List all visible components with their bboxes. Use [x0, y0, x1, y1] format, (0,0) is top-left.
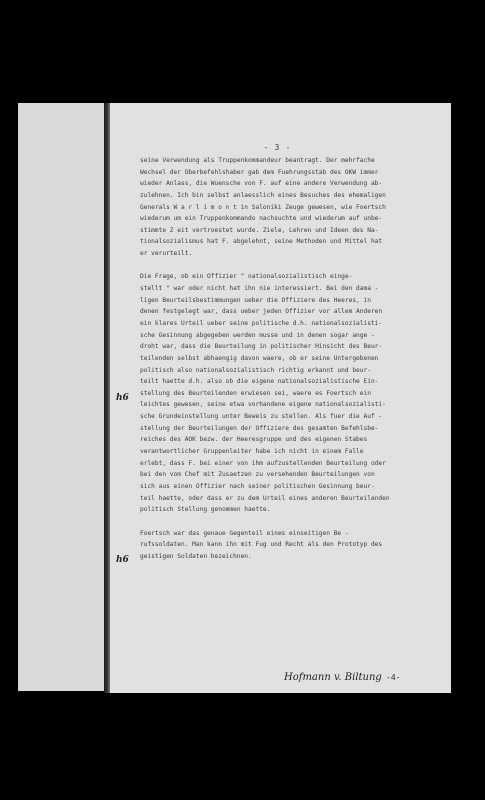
text-line: stellung der Beurteilungen der Offiziere des gesamten Befehlsbe-: [140, 424, 379, 432]
text-line: er verurteilt.: [140, 250, 193, 258]
text-line: politisch Stellung genommen haette.: [140, 506, 271, 514]
text-line: stellung des Beurteilenden erwiesen sei, waere es Foertsch ein: [140, 389, 371, 397]
paragraph-gap: [140, 516, 440, 528]
text-line: politisch also nationalsozialistisch richtig erkannt und beur-: [140, 366, 371, 374]
margin-note: h6: [116, 393, 129, 403]
text-line: leichtes gewesen, seine etwa vorhandene eigene nationalsozialisti-: [140, 401, 386, 409]
text-line: Foertsch war das genaue Gegenteil eines einseitigen Be -: [140, 529, 349, 537]
text-line: droht war, dass die Beurteilung in politischer Hinsicht des Beur-: [140, 343, 383, 351]
text-line: sche Grundeinstellung unter Beweis zu stellen. Als fuer die Auf -: [140, 413, 383, 421]
next-page-marker: -4-: [386, 673, 401, 682]
signature: Hofmann v. Biltung: [284, 672, 382, 683]
text-line: geistigen Soldaten bezeichnen.: [140, 552, 252, 560]
margin-note: h6: [116, 555, 129, 565]
text-line: Wechsel der Oberbefehlshaber gab dem Fuehrungsstab des OKW immer: [140, 168, 379, 176]
text-line: seine Verwendung als Truppenkommandeur beantragt. Der mehrfache: [140, 157, 375, 164]
text-line: verantwortlicher Gruppenleiter habe ich nicht in einem Falle: [140, 448, 364, 456]
text-line: teilt haette d.h. also ob die eigene nationalsozialistische Ein-: [140, 378, 379, 386]
backing-sheet: [18, 103, 112, 691]
document-page: [104, 103, 451, 693]
text-line: teilenden selbst abhaengig davon waere, ob er seine Untergebenen: [140, 354, 379, 362]
text-line: stimmte Z eit vertroestet wurde. Ziele, Lehren und Ideen des Na-: [140, 226, 379, 234]
binding-spine: [104, 103, 110, 693]
text-line: erlebt, dass F. bei einer von ihm aufzustellenden Beurteilung oder: [140, 459, 386, 467]
page-number: - 3 -: [263, 143, 292, 152]
text-line: sich aus einen Offizier nach seiner politischen Gesinnung beur-: [140, 482, 375, 490]
text-line: sche Gesinnung abgegeben werden musse und in denen sogar ange -: [140, 331, 375, 339]
text-line: wieder Anlass, die Wuensche von F. auf eine andere Verwendung ab-: [140, 180, 383, 188]
text-line: ein klares Urteil ueber seine politische d.h. nationalsozialisti-: [140, 319, 383, 327]
text-line: bei den vom Chef mit Zusaetzen zu versehenden Beurteilungen von: [140, 471, 375, 479]
text-line: rufssoldaten. Man kann ihn mit Fug und Recht als den Prototyp des: [140, 541, 383, 549]
text-line: stellt " war oder nicht hat ihn nie interessiert. Bei den dama -: [140, 285, 379, 293]
text-line: denen festgelegt war, dass ueber jeden Offizier vor allem Anderen: [140, 308, 383, 316]
text-line: Generals W a r l i m o n t in Saloniki Zeuge gewesen, wie Foertsch: [140, 203, 386, 211]
body-text: [140, 155, 440, 562]
text-line: ligen Beurteilsbestimmungen ueber die Offiziere des Heeres, in: [140, 296, 371, 304]
text-line: reiches des AOK bezw. der Heeresgruppe und des eigenen Stabes: [140, 436, 368, 444]
paragraph-gap: [140, 260, 440, 272]
text-line: tionalsozialismus hat F. abgelehnt, seine Methoden und Mittel hat: [140, 238, 383, 246]
text-line: zulehnen. Ich bin selbst anlaesslich eines Besuches des ehemaligen: [140, 191, 386, 199]
text-line: Die Frage, ob ein Offizier " nationalsozialistisch einge-: [140, 273, 353, 281]
text-line: teil haette, oder dass er zu dem Urteil eines anderen Beurteilenden: [140, 494, 390, 502]
text-line: wiederum um ein Truppenkommando nachsuchte und wiederum auf unbe-: [140, 215, 383, 223]
